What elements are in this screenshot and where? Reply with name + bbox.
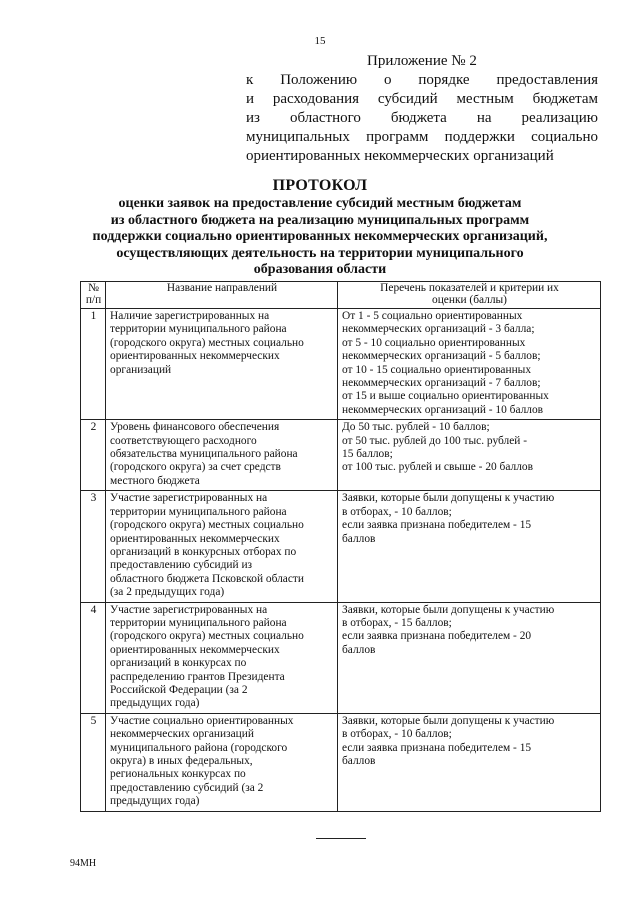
criteria-line: если заявка признана победителем - 20 bbox=[342, 630, 532, 643]
row-number: 1 bbox=[81, 309, 106, 420]
criteria-table bbox=[80, 281, 601, 812]
direction-name-cell bbox=[106, 491, 338, 602]
direction-name-cell bbox=[106, 420, 338, 491]
criteria-cell bbox=[338, 420, 601, 491]
criteria-line: Заявки, которые были допущены к участию bbox=[342, 714, 555, 727]
appendix-line: муниципальных программ поддержки социально bbox=[246, 129, 598, 145]
row-number: 4 bbox=[81, 602, 106, 713]
table-row bbox=[81, 491, 601, 602]
header-line: п/п bbox=[85, 294, 102, 306]
criteria-line: баллов bbox=[342, 532, 376, 545]
subtitle-line: образования области bbox=[253, 262, 387, 278]
direction-name-line: организаций в конкурсах по bbox=[110, 657, 247, 670]
subtitle-line: оценки заявок на предоставление субсидий местным бюджетам bbox=[118, 196, 522, 211]
criteria-line: До 50 тыс. рублей - 10 баллов; bbox=[342, 421, 490, 434]
appendix-line: ориентированных некоммерческих организаций bbox=[246, 148, 554, 164]
appendix-line: к Положению о порядке предоставления bbox=[246, 72, 598, 88]
direction-name-line: организаций bbox=[110, 363, 172, 376]
header-num bbox=[81, 282, 106, 309]
criteria-line: если заявка признана победителем - 15 bbox=[342, 741, 532, 754]
criteria-line: Заявки, которые были допущены к участию bbox=[342, 603, 555, 616]
criteria-cell bbox=[338, 602, 601, 713]
subtitle-line: осуществляющих деятельность на территории муниципального bbox=[116, 245, 524, 261]
row-number: 2 bbox=[81, 420, 106, 491]
direction-name-line: ориентированных некоммерческих bbox=[110, 350, 280, 363]
direction-name-cell bbox=[106, 309, 338, 420]
criteria-line: баллов bbox=[342, 755, 376, 767]
criteria-line: в отборах, - 10 баллов; bbox=[342, 728, 452, 741]
direction-name-line: ориентированных некоммерческих bbox=[110, 643, 280, 656]
direction-name-line: распределению грантов Президента bbox=[110, 670, 285, 683]
header-line: Перечень показателей и критерии их bbox=[380, 282, 559, 294]
header-line: Название направлений bbox=[166, 282, 278, 294]
appendix-line: из областного бюджета на реализацию bbox=[246, 110, 598, 126]
appendix-line: и расходования субсидий местным бюджетам bbox=[246, 91, 598, 107]
direction-name-line: соответствующего расходного bbox=[110, 434, 257, 447]
direction-name-line: (городского округа) местных социально bbox=[110, 336, 304, 349]
criteria-cell bbox=[338, 309, 601, 420]
header-line: оценки (баллы) bbox=[432, 294, 507, 306]
criteria-line: в отборах, - 15 баллов; bbox=[342, 616, 452, 629]
document-subtitle bbox=[90, 196, 550, 279]
criteria-line: некоммерческих организаций - 10 баллов bbox=[342, 403, 544, 416]
header-name bbox=[106, 282, 338, 309]
criteria-line: от 15 и выше социально ориентированных bbox=[342, 390, 549, 403]
direction-name-line: региональных конкурсах по bbox=[110, 768, 246, 781]
direction-name-line: Уровень финансового обеспечения bbox=[110, 421, 280, 434]
direction-name-line: (городского округа) местных социально bbox=[110, 519, 304, 532]
table-header-row bbox=[81, 282, 601, 309]
header-line: № bbox=[88, 282, 99, 294]
direction-name-line: (за 2 предыдущих года) bbox=[110, 586, 225, 599]
criteria-cell bbox=[338, 491, 601, 602]
direction-name-line: территории муниципального района bbox=[110, 505, 287, 518]
direction-name-line: ориентированных некоммерческих bbox=[110, 532, 280, 545]
direction-name-cell bbox=[106, 602, 338, 713]
document-title: ПРОТОКОЛ bbox=[272, 177, 368, 194]
criteria-line: от 50 тыс. рублей до 100 тыс. рублей - bbox=[342, 434, 528, 447]
footer-code: 94МН bbox=[70, 858, 97, 869]
direction-name-line: предоставлению субсидий (за 2 bbox=[110, 781, 264, 794]
direction-name-cell bbox=[106, 713, 338, 811]
table-row bbox=[81, 309, 601, 420]
criteria-line: некоммерческих организаций - 5 баллов; bbox=[342, 350, 541, 363]
direction-name-line: (городского округа) местных социально bbox=[110, 630, 304, 643]
direction-name-line: территории муниципального района bbox=[110, 616, 287, 629]
criteria-line: в отборах, - 10 баллов; bbox=[342, 505, 452, 518]
direction-name-line: Российской Федерации (за 2 bbox=[110, 683, 248, 696]
direction-name-line: Участие зарегистрированных на bbox=[110, 603, 268, 616]
direction-name-line: организаций в конкурсных отборах по bbox=[110, 545, 297, 558]
criteria-line: 15 баллов; bbox=[342, 448, 393, 461]
direction-name-line: местного бюджета bbox=[110, 474, 200, 487]
table-body bbox=[81, 309, 601, 812]
appendix-reference bbox=[246, 71, 598, 166]
direction-name-line: муниципального района (городского bbox=[110, 741, 288, 754]
header-criteria bbox=[338, 282, 601, 309]
direction-name-line: территории муниципального района bbox=[110, 323, 287, 336]
direction-name-line: Наличие зарегистрированных на bbox=[110, 310, 270, 322]
criteria-line: От 1 - 5 социально ориентированных bbox=[342, 310, 523, 322]
direction-name-line: обязательства муниципального района bbox=[110, 448, 298, 461]
subtitle-line: поддержки социально ориентированных некоммерческих организаций, bbox=[92, 229, 548, 245]
direction-name-line: Участие социально ориентированных bbox=[110, 714, 294, 727]
row-number: 3 bbox=[81, 491, 106, 602]
appendix-title: Приложение № 2 bbox=[367, 53, 477, 69]
criteria-cell bbox=[338, 713, 601, 811]
criteria-line: если заявка признана победителем - 15 bbox=[342, 519, 532, 532]
table-row bbox=[81, 602, 601, 713]
criteria-line: от 5 - 10 социально ориентированных bbox=[342, 336, 526, 349]
direction-name-line: (городского округа) за счет средств bbox=[110, 461, 281, 474]
criteria-line: некоммерческих организаций - 3 балла; bbox=[342, 323, 535, 336]
direction-name-line: некоммерческих организаций bbox=[110, 728, 254, 741]
direction-name-line: предыдущих года) bbox=[110, 795, 200, 808]
criteria-line: баллов bbox=[342, 643, 376, 656]
direction-name-line: областного бюджета Псковской области bbox=[110, 572, 304, 585]
direction-name-line: предыдущих года) bbox=[110, 697, 200, 710]
footer-divider bbox=[316, 838, 366, 839]
criteria-line: от 10 - 15 социально ориентированных bbox=[342, 363, 532, 376]
criteria-line: некоммерческих организаций - 7 баллов; bbox=[342, 377, 541, 390]
direction-name-line: Участие зарегистрированных на bbox=[110, 492, 268, 505]
criteria-line: Заявки, которые были допущены к участию bbox=[342, 492, 555, 505]
row-number: 5 bbox=[81, 713, 106, 811]
subtitle-line: из областного бюджета на реализацию муниципальных программ bbox=[110, 212, 530, 228]
direction-name-line: предоставлению субсидий из bbox=[110, 559, 253, 572]
table-row bbox=[81, 420, 601, 491]
criteria-line: от 100 тыс. рублей и свыше - 20 баллов bbox=[342, 461, 533, 474]
direction-name-line: округа) в иных федеральных, bbox=[110, 755, 253, 767]
page-number: 15 bbox=[314, 35, 326, 47]
table-row bbox=[81, 713, 601, 811]
